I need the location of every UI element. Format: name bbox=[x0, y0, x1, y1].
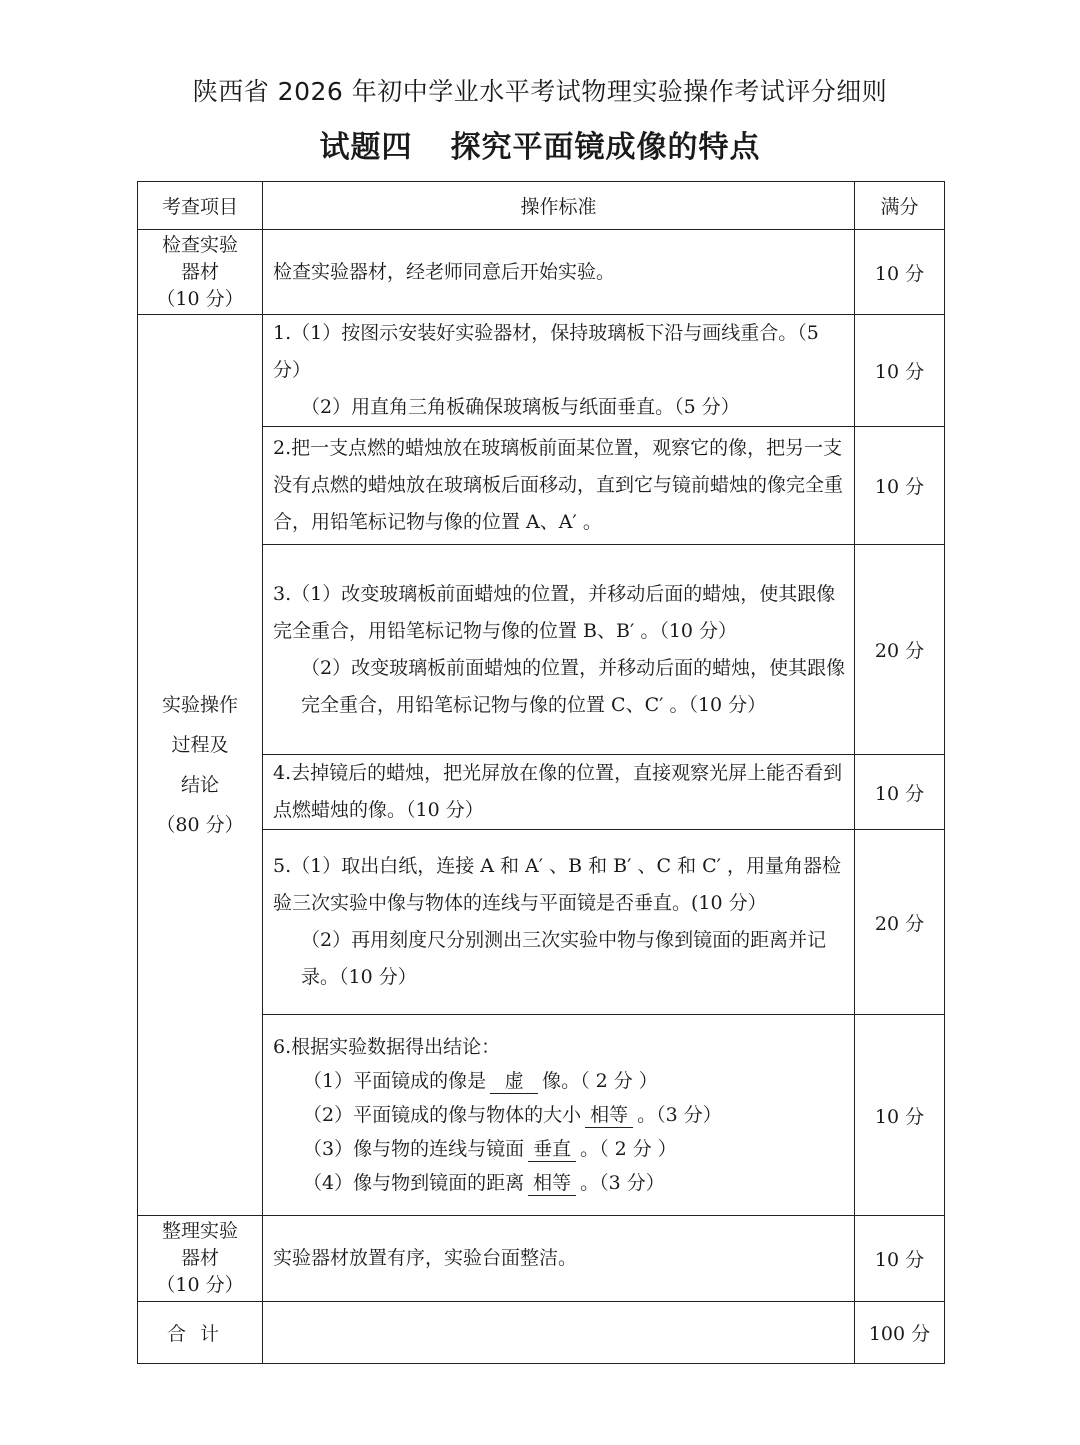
standard-line: （2）用直角三角板确保玻璃板与纸面垂直。（5 分） bbox=[301, 396, 740, 418]
category-line: （80 分） bbox=[156, 814, 244, 836]
question-title: 探究平面镜成像的特点 bbox=[450, 130, 761, 165]
score-step-2: 10 分 bbox=[855, 427, 945, 545]
total-label: 合计 bbox=[138, 1302, 263, 1364]
table-row-check bbox=[138, 230, 945, 315]
table-header-row bbox=[138, 182, 945, 230]
document-title: 陕西省 2026 年初中学业水平考试物理实验操作考试评分细则 bbox=[192, 77, 888, 106]
category-line: 结论 bbox=[180, 774, 219, 796]
standard-line: （2）改变玻璃板前面蜡烛的位置，并移动后面的蜡烛，使其跟像完全重合，用铅笔标记物与像的位置 C、C′ 。（10 分） bbox=[301, 656, 846, 716]
conclusion-text: （2）平面镜成的像与物体的大小 bbox=[303, 1104, 582, 1126]
category-line: 过程及 bbox=[171, 734, 229, 756]
conclusion-text: 。（ 2 分 ） bbox=[580, 1138, 677, 1160]
category-line: 器材 bbox=[180, 260, 219, 283]
standard-line: 5.（1）取出白纸，连接 A 和 A′ 、B 和 B′ 、C 和 C′ ，用量角器检验三次实验中像与物体的连线与平面镜是否垂直。(10 分） bbox=[273, 855, 841, 914]
category-line: （10 分） bbox=[156, 287, 244, 310]
answer-blank: 虚 bbox=[490, 1069, 538, 1094]
category-process bbox=[138, 315, 263, 1216]
conclusion-text: 像。（ 2 分 ） bbox=[542, 1070, 658, 1092]
standard-line: 4.去掉镜后的蜡烛，把光屏放在像的位置，直接观察光屏上能否看到点燃蜡烛的像。（10 分） bbox=[273, 762, 843, 821]
standard-conclusion bbox=[263, 1015, 855, 1216]
category-check-equipment bbox=[138, 230, 263, 315]
table-row-total bbox=[138, 1302, 945, 1364]
conclusion-text: （1）平面镜成的像是 bbox=[303, 1070, 487, 1092]
conclusion-text: （4）像与物到镜面的距离 bbox=[303, 1172, 525, 1194]
score-cleanup: 10 分 bbox=[855, 1216, 945, 1302]
conclusion-intro: 6.根据实验数据得出结论： bbox=[273, 1036, 501, 1058]
question-number: 试题四 bbox=[319, 130, 413, 165]
score-step-5: 20 分 bbox=[855, 830, 945, 1015]
conclusion-text: （3）像与物的连线与镜面 bbox=[303, 1138, 525, 1160]
score-step-3: 20 分 bbox=[855, 545, 945, 755]
standard-step-3 bbox=[263, 545, 855, 755]
conclusion-item bbox=[273, 1064, 846, 1098]
column-header-standard: 操作标准 bbox=[263, 182, 855, 230]
table-row-step-1 bbox=[138, 315, 945, 427]
column-header-score: 满分 bbox=[855, 182, 945, 230]
score-check: 10 分 bbox=[855, 230, 945, 315]
scoring-table bbox=[137, 181, 945, 1364]
standard-check: 检查实验器材，经老师同意后开始实验。 bbox=[263, 230, 855, 315]
total-score: 100 分 bbox=[855, 1302, 945, 1364]
standard-step-5 bbox=[263, 830, 855, 1015]
category-line: 整理实验 bbox=[161, 1220, 238, 1242]
standard-line: 2.把一支点燃的蜡烛放在玻璃板前面某位置，观察它的像，把另一支没有点燃的蜡烛放在玻璃板后面移动，直到它与镜前蜡烛的像完全重合，用铅笔标记物与像的位置 A、A′ 。 bbox=[273, 437, 844, 533]
standard-step-1 bbox=[263, 315, 855, 427]
answer-blank: 相等 bbox=[585, 1103, 633, 1128]
score-conclusion: 10 分 bbox=[855, 1015, 945, 1216]
category-line: 检查实验 bbox=[161, 233, 238, 256]
category-line: （10 分） bbox=[156, 1274, 244, 1296]
standard-line: 3.（1）改变玻璃板前面蜡烛的位置，并移动后面的蜡烛，使其跟像完全重合，用铅笔标记物与像的位置 B、B′ 。（10 分） bbox=[273, 582, 836, 642]
conclusion-text: 。（3 分） bbox=[637, 1104, 722, 1126]
standard-line: 1.（1）按图示安装好实验器材，保持玻璃板下沿与画线重合。（5 分） bbox=[273, 322, 819, 381]
conclusion-item bbox=[273, 1132, 846, 1166]
standard-cleanup: 实验器材放置有序，实验台面整洁。 bbox=[263, 1216, 855, 1302]
total-standard-empty bbox=[263, 1302, 855, 1364]
standard-step-2 bbox=[263, 427, 855, 545]
category-line: 实验操作 bbox=[161, 694, 238, 716]
score-step-4: 10 分 bbox=[855, 755, 945, 830]
column-header-item: 考查项目 bbox=[138, 182, 263, 230]
table-row-cleanup bbox=[138, 1216, 945, 1302]
question-heading bbox=[0, 122, 1080, 166]
answer-blank: 垂直 bbox=[528, 1137, 576, 1162]
standard-line: （2）再用刻度尺分别测出三次实验中物与像到镜面的距离并记录。（10 分） bbox=[301, 929, 827, 988]
standard-step-4 bbox=[263, 755, 855, 830]
conclusion-text: 。（3 分） bbox=[580, 1172, 665, 1194]
category-line: 器材 bbox=[180, 1247, 219, 1269]
answer-blank: 相等 bbox=[528, 1171, 576, 1196]
category-cleanup bbox=[138, 1216, 263, 1302]
score-step-1: 10 分 bbox=[855, 315, 945, 427]
conclusion-item bbox=[273, 1098, 846, 1132]
conclusion-item bbox=[273, 1166, 846, 1200]
